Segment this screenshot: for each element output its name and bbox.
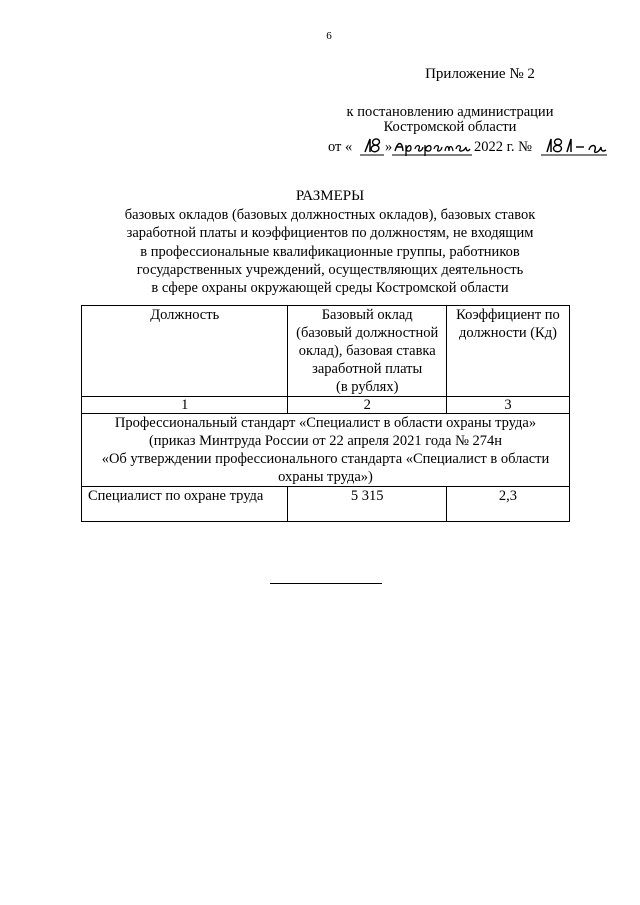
handwritten-number-signature bbox=[541, 135, 607, 157]
header-salary-line: оклад), базовая ставка bbox=[298, 343, 436, 359]
title-line: государственных учреждений, осуществляющих деятельность bbox=[136, 261, 524, 278]
document-heading: РАЗМЕРЫ bbox=[295, 188, 365, 204]
position-cell: Специалист по охране труда bbox=[82, 487, 288, 522]
professional-standard-row bbox=[82, 414, 570, 487]
end-divider bbox=[270, 583, 382, 584]
handwritten-month bbox=[392, 135, 472, 162]
column-number-row bbox=[82, 397, 570, 414]
column-number: 3 bbox=[446, 397, 569, 414]
date-middle: » bbox=[385, 139, 393, 155]
title-line: в профессиональные квалификационные группы, работников bbox=[140, 243, 520, 260]
table-header-row bbox=[82, 306, 570, 397]
table-row bbox=[82, 487, 570, 522]
title-line: базовых окладов (базовых должностных окладов), базовых ставок bbox=[124, 207, 536, 224]
header-base-salary bbox=[288, 306, 446, 397]
handwritten-document-number bbox=[541, 135, 607, 162]
header-salary-line: (в рублях) bbox=[335, 379, 399, 395]
header-salary-line: Базовый оклад bbox=[321, 307, 413, 323]
header-salary-line: (базовый должностной bbox=[296, 325, 439, 341]
coefficient-cell: 2,3 bbox=[446, 487, 569, 522]
header-coefficient-line: Коэффициент по bbox=[456, 307, 560, 323]
standard-line: (приказ Минтруда России от 22 апреля 2021 года № 274н bbox=[148, 433, 503, 449]
salary-cell: 5 315 bbox=[288, 487, 446, 522]
header-coefficient bbox=[446, 306, 569, 397]
handwritten-day-signature bbox=[360, 135, 384, 157]
date-year-and-number-label: 2022 г. № bbox=[474, 139, 533, 155]
page-number: 6 bbox=[326, 30, 332, 42]
date-prefix: от « bbox=[328, 139, 353, 155]
title-line: в сфере охраны окружающей среды Костромской области bbox=[151, 280, 509, 297]
appendix-title: Приложение № 2 bbox=[425, 66, 535, 82]
handwritten-day bbox=[360, 135, 384, 162]
header-coefficient-line: должности (Кд) bbox=[459, 325, 557, 341]
title-line: заработной платы и коэффициентов по должностям, не входящим bbox=[126, 225, 534, 242]
standard-line: охраны труда») bbox=[278, 469, 373, 485]
professional-standard-cell bbox=[82, 414, 570, 487]
column-number: 1 bbox=[82, 397, 288, 414]
standard-line: Профессиональный стандарт «Специалист в области охраны труда» bbox=[114, 415, 537, 431]
salary-table bbox=[81, 305, 570, 522]
issuing-region: Костромской области bbox=[383, 119, 517, 135]
standard-line: «Об утверждении профессионального стандарта «Специалист в области bbox=[101, 451, 550, 467]
header-salary-line: заработной платы bbox=[312, 361, 423, 377]
document-title-block bbox=[70, 187, 590, 297]
header-position bbox=[82, 306, 288, 397]
resolution-reference: к постановлению администрации bbox=[346, 104, 554, 120]
handwritten-month-signature bbox=[392, 135, 472, 157]
header-position-label: Должность bbox=[150, 307, 220, 323]
column-number: 2 bbox=[288, 397, 446, 414]
resolution-date-line bbox=[328, 135, 608, 159]
